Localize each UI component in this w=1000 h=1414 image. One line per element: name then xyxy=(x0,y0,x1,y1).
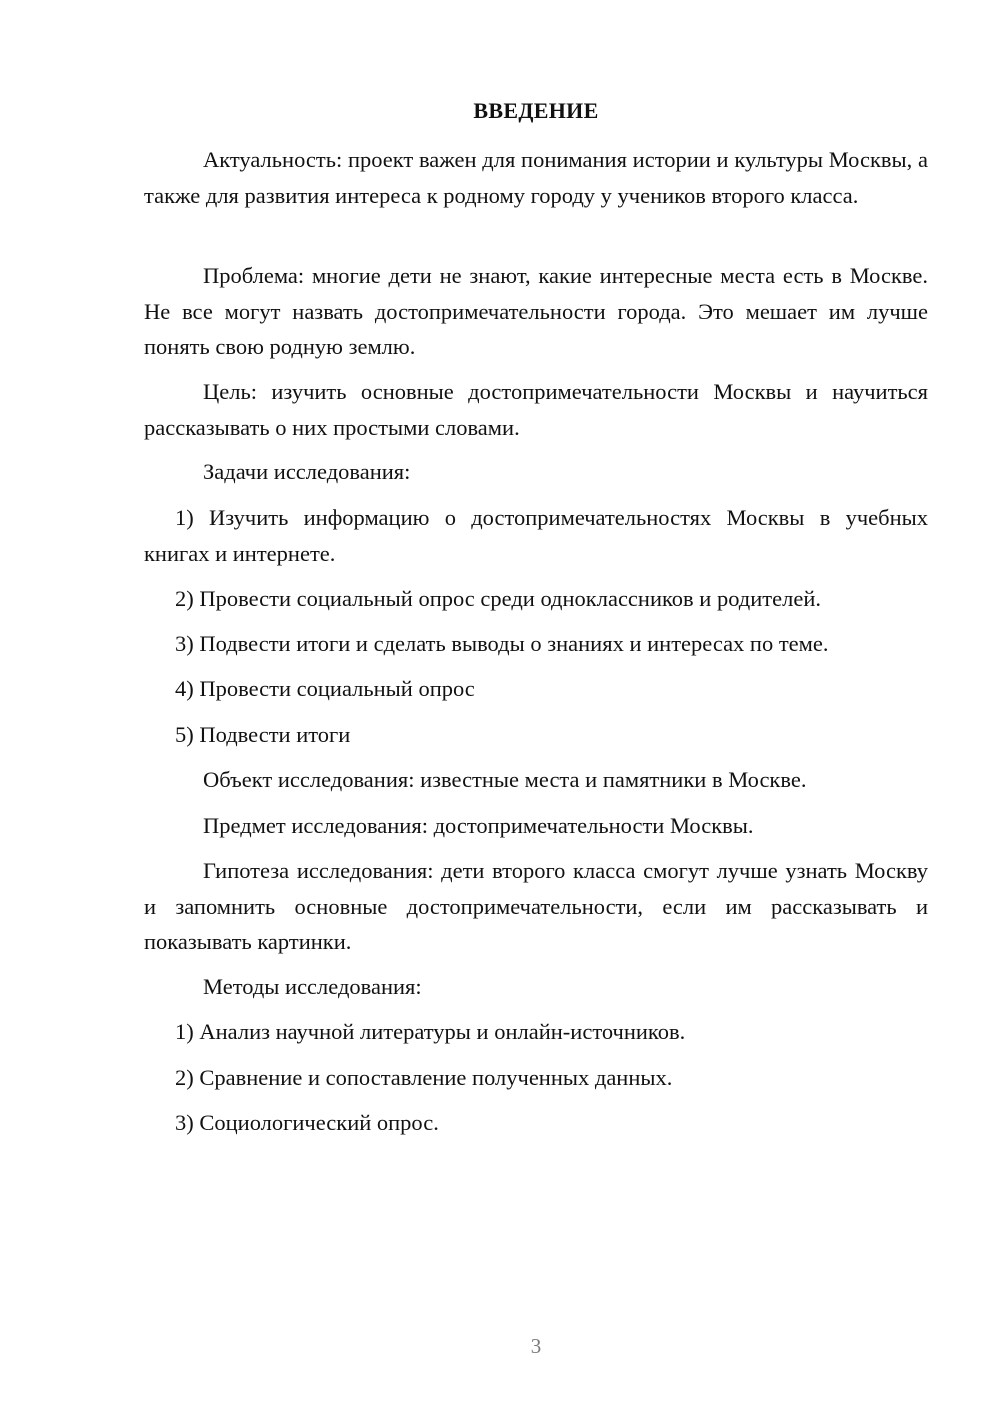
tasks-title: Задачи исследования: xyxy=(203,459,411,484)
hypothesis-paragraph: Гипотеза исследования: дети второго класса смогут лучше узнать Москву и запомнить основные достопримечательности, если им рассказывать и показывать картинки. xyxy=(144,858,928,954)
object-paragraph: Объект исследования: известные места и памятники в Москве. xyxy=(203,767,807,792)
goal-paragraph: Цель: изучить основные достопримечательности Москвы и научиться рассказывать о них простыми словами. xyxy=(144,379,928,440)
method-item-1: 1) Анализ научной литературы и онлайн-источников. xyxy=(175,1019,686,1044)
section-heading: ВВЕДЕНИЕ xyxy=(473,98,599,123)
page-number: 3 xyxy=(530,1334,542,1358)
task-item-5: 5) Подвести итоги xyxy=(175,722,351,747)
method-item-3: 3) Социологический опрос. xyxy=(175,1110,439,1135)
task-item-1: 1) Изучить информацию о достопримечательностях Москвы в учебных книгах и интернете. xyxy=(144,505,928,566)
task-item-3: 3) Подвести итоги и сделать выводы о знаниях и интересах по теме. xyxy=(175,631,829,656)
task-item-2: 2) Провести социальный опрос среди одноклассников и родителей. xyxy=(175,586,821,611)
problem-paragraph: Проблема: многие дети не знают, какие интересные места есть в Москве. Не все могут назвать достопримечательности города. Это мешает им лучше понять свою родную землю. xyxy=(144,263,928,359)
relevance-paragraph: Актуальность: проект важен для понимания истории и культуры Москвы, а также для развития интереса к родному городу у учеников второго класса. xyxy=(144,147,928,208)
task-item-4: 4) Провести социальный опрос xyxy=(175,676,475,701)
method-item-2: 2) Сравнение и сопоставление полученных данных. xyxy=(175,1065,673,1090)
methods-title: Методы исследования: xyxy=(203,974,422,999)
subject-paragraph: Предмет исследования: достопримечательности Москвы. xyxy=(203,813,754,838)
